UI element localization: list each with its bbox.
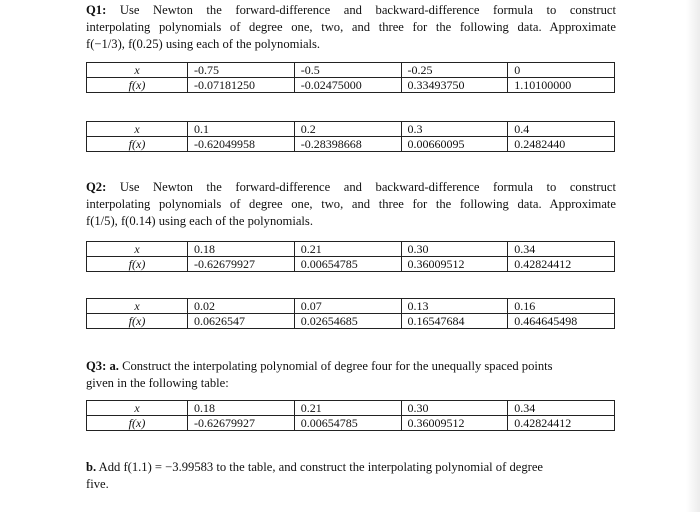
table-cell: -0.62049958 (188, 137, 295, 152)
q1-line1: Use Newton the forward-difference and backward-difference formula to construct (119, 3, 616, 17)
table-row (87, 122, 615, 137)
q2-table-2 (86, 298, 615, 329)
table-cell: -0.5 (294, 63, 401, 78)
table-cell: 0.21 (294, 401, 401, 416)
table-cell: 1.10100000 (508, 78, 615, 93)
table-cell: 0.16 (508, 299, 615, 314)
table-row (87, 78, 615, 93)
table-cell: 0.18 (188, 242, 295, 257)
q1-table-2 (86, 121, 615, 152)
q3-table (86, 400, 615, 431)
q1-line2: interpolating polynomials of degree one, two, and three for the following data. Approximate (86, 20, 616, 34)
table-cell: -0.75 (188, 63, 295, 78)
table-cell: 0.13 (401, 299, 508, 314)
x-header: x (87, 63, 188, 78)
table-cell: 0.16547684 (401, 314, 508, 329)
table-cell: 0.00654785 (294, 257, 401, 272)
table-row (87, 242, 615, 257)
table-cell: -0.62679927 (188, 257, 295, 272)
x-header: x (87, 299, 188, 314)
table-cell: 0.30 (401, 401, 508, 416)
table-cell: 0.30 (401, 242, 508, 257)
q3-a-line1: Construct the interpolating polynomial of degree four for the unequally spaced points (122, 359, 553, 373)
table-cell: 0.464645498 (508, 314, 615, 329)
table-cell: 0.00660095 (401, 137, 508, 152)
table-cell: 0.42824412 (508, 416, 615, 431)
table-cell: -0.07181250 (188, 78, 295, 93)
table-row (87, 137, 615, 152)
q3-b-label: b. (86, 460, 97, 474)
q3-a-text (86, 358, 616, 392)
table-row (87, 416, 615, 431)
table-cell: 0.00654785 (294, 416, 401, 431)
q1-text (86, 2, 616, 53)
q3-b-line2: five. (86, 477, 109, 491)
q2-label: Q2: (86, 180, 107, 194)
q2-text (86, 179, 616, 230)
table-cell: 0.42824412 (508, 257, 615, 272)
table-cell: 0.2482440 (508, 137, 615, 152)
x-header: x (87, 242, 188, 257)
table-cell: -0.62679927 (188, 416, 295, 431)
table-row (87, 314, 615, 329)
q3-b-text (86, 459, 616, 493)
fx-header: f(x) (87, 257, 188, 272)
table-row (87, 401, 615, 416)
table-cell: 0.02 (188, 299, 295, 314)
q2-line3: f(1/5), f(0.14) using each of the polynomials. (86, 214, 313, 228)
q1-table-1 (86, 62, 615, 93)
table-cell: 0.34 (508, 401, 615, 416)
q2-table-1 (86, 241, 615, 272)
q3-b-line1: Add f(1.1) = −3.99583 to the table, and construct the interpolating polynomial of degree (98, 460, 544, 474)
fx-header: f(x) (87, 78, 188, 93)
table-row (87, 299, 615, 314)
table-cell: 0.36009512 (401, 257, 508, 272)
table-cell: 0.36009512 (401, 416, 508, 431)
fx-header: f(x) (87, 137, 188, 152)
table-cell: 0.07 (294, 299, 401, 314)
table-cell: 0.4 (508, 122, 615, 137)
table-cell: 0.18 (188, 401, 295, 416)
q3-a-line2: given in the following table: (86, 376, 229, 390)
table-row (87, 257, 615, 272)
table-cell: 0.34 (508, 242, 615, 257)
q1-line3: f(−1/3), f(0.25) using each of the polynomials. (86, 37, 321, 51)
table-cell: 0.02654685 (294, 314, 401, 329)
x-header: x (87, 122, 188, 137)
table-cell: 0 (508, 63, 615, 78)
q2-line1: Use Newton the forward-difference and backward-difference formula to construct (119, 180, 616, 194)
table-cell: -0.02475000 (294, 78, 401, 93)
q3-a-label: a. (109, 359, 119, 373)
x-header: x (87, 401, 188, 416)
fx-header: f(x) (87, 416, 188, 431)
table-cell: 0.21 (294, 242, 401, 257)
fx-header: f(x) (87, 314, 188, 329)
table-cell: -0.25 (401, 63, 508, 78)
table-cell: 0.1 (188, 122, 295, 137)
table-cell: 0.3 (401, 122, 508, 137)
page-edge-shadow (686, 0, 700, 512)
table-cell: 0.2 (294, 122, 401, 137)
table-row (87, 63, 615, 78)
table-cell: 0.33493750 (401, 78, 508, 93)
q2-line2: interpolating polynomials of degree one, two, and three for the following data. Approximate (86, 197, 616, 211)
q1-label: Q1: (86, 3, 107, 17)
q3-label: Q3: (86, 359, 107, 373)
table-cell: -0.28398668 (294, 137, 401, 152)
table-cell: 0.0626547 (188, 314, 295, 329)
